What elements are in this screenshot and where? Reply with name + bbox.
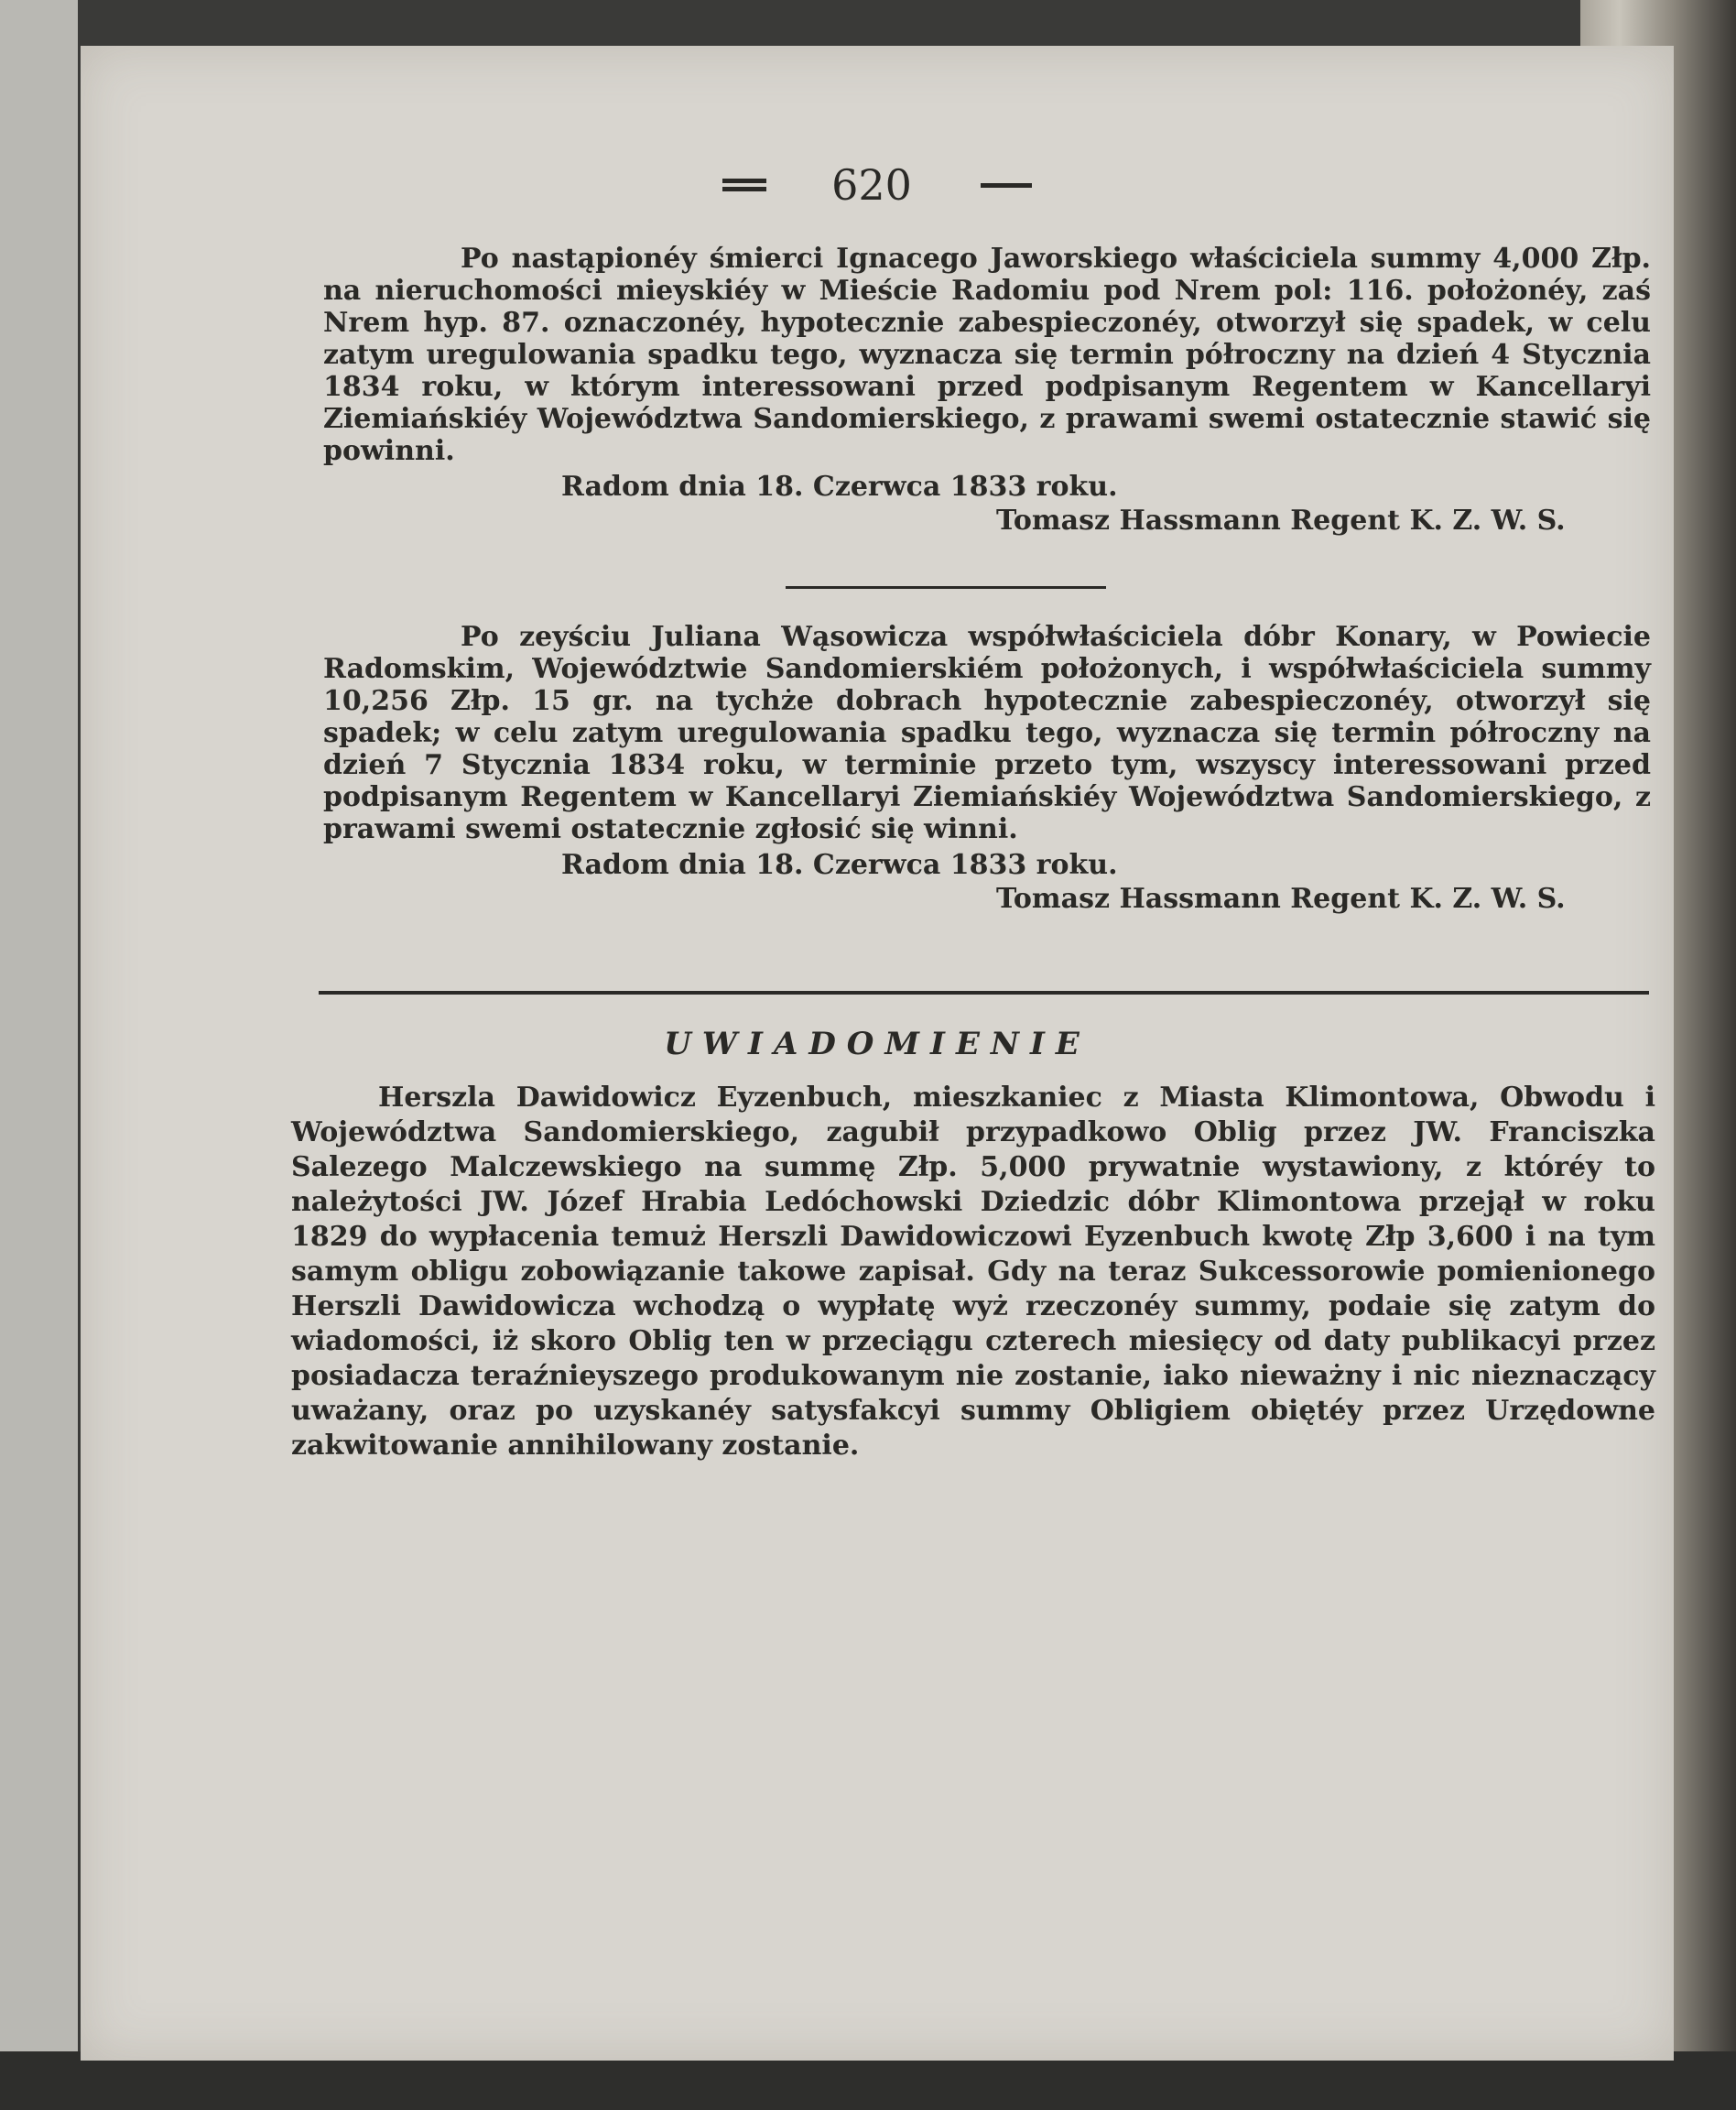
section-divider-short — [786, 586, 1106, 589]
page-header — [81, 154, 1674, 209]
notice-body: Po nastąpionéy śmierci Ignacego Jaworskiego właściciela summy 4,000 Złp. na nieruchomości mieyskiéy w Mieście Radomiu pod Nrem pol: 116. położonéy, zaś Nrem hyp. 87. oznaczonéy, hypotecznie zabespieczonéy, otworzył się spadek, w celu zatym uregulowania spadku tego, wyznacza się termin półroczny na dzień 4 Stycznia 1834 roku, w którym interessowani przed podpisanym Regentem w Kancellaryi Ziemiańskiéy Województwa Sandomierskiego, z prawami swemi ostatecznie stawić się powinni. — [323, 243, 1651, 467]
notice-place-date: Radom dnia 18. Czerwca 1833 roku. — [561, 471, 1118, 503]
inheritance-notice-jaworski — [323, 243, 1651, 537]
header-double-rule — [722, 179, 766, 191]
announcement-body: Herszla Dawidowicz Eyzenbuch, mieszkaniec z Miasta Klimontowa, Obwodu i Województwa Sandomierskiego, zagubił przypadkowo Oblig przez JW. Franciszka Salezego Malczewskiego na summę Złp. 5,000 prywatnie wystawiony, z któréy to należytości JW. Józef Hrabia Ledóchowski Dziedzic dóbr Klimontowa przejął w roku 1829 do wypłacenia temuż Herszli Dawidowiczowi Eyzenbuch kwotę Złp 3,600 i na tym samym obligu zobowiązanie takowe zapisał. Gdy na teraz Sukcessorowie pomienionego Herszli Dawidowicza wchodzą o wypłatę wyż rzeczonéy summy, podaie się zatym do wiadomości, iż skoro Oblig ten w przeciągu czterech miesięcy od daty publikacyi przez posiadacza teraźnieyszego produkowanym nie zostanie, iako nieważny i nic nieznaczący uważany, oraz po uzyskanéy satysfakcyi summy Obligiem obiętéy przez Urzędowne zakwitowanie annihilowany zostanie. — [291, 1082, 1655, 1462]
section-divider-long — [319, 991, 1649, 995]
inheritance-notice-wasowicz — [323, 621, 1651, 915]
notice-signature: Tomasz Hassmann Regent K. Z. W. S. — [996, 505, 1566, 537]
lost-bond-announcement — [291, 1081, 1655, 1463]
header-dash-rule — [981, 183, 1032, 188]
notice-signature: Tomasz Hassmann Regent K. Z. W. S. — [996, 883, 1566, 915]
notice-body: Po zeyściu Juliana Wąsowicza współwłaściciela dóbr Konary, w Powiecie Radomskim, Województwie Sandomierskiém położonych, i współwłaściciela summy 10,256 Złp. 15 gr. na tychże dobrach hypotecznie zabespieczonéy, otworzył się spadek; w celu zatym uregulowania spadku tego, wyznacza się termin półroczny na dzień 7 Stycznia 1834 roku, w terminie przeto tym, wszyscy interessowani przed podpisanym Regentem w Kancellaryi Ziemiańskiéy Województwa Sandomierskiego, z prawami swemi ostatecznie zgłosić się winni. — [323, 621, 1651, 845]
announcement-title: UWIADOMIENIE — [664, 1026, 1090, 1062]
page-number: 620 — [831, 160, 912, 210]
document-page — [81, 46, 1674, 2061]
scan-background-left — [0, 0, 78, 2110]
notice-place-date: Radom dnia 18. Czerwca 1833 roku. — [561, 849, 1118, 881]
